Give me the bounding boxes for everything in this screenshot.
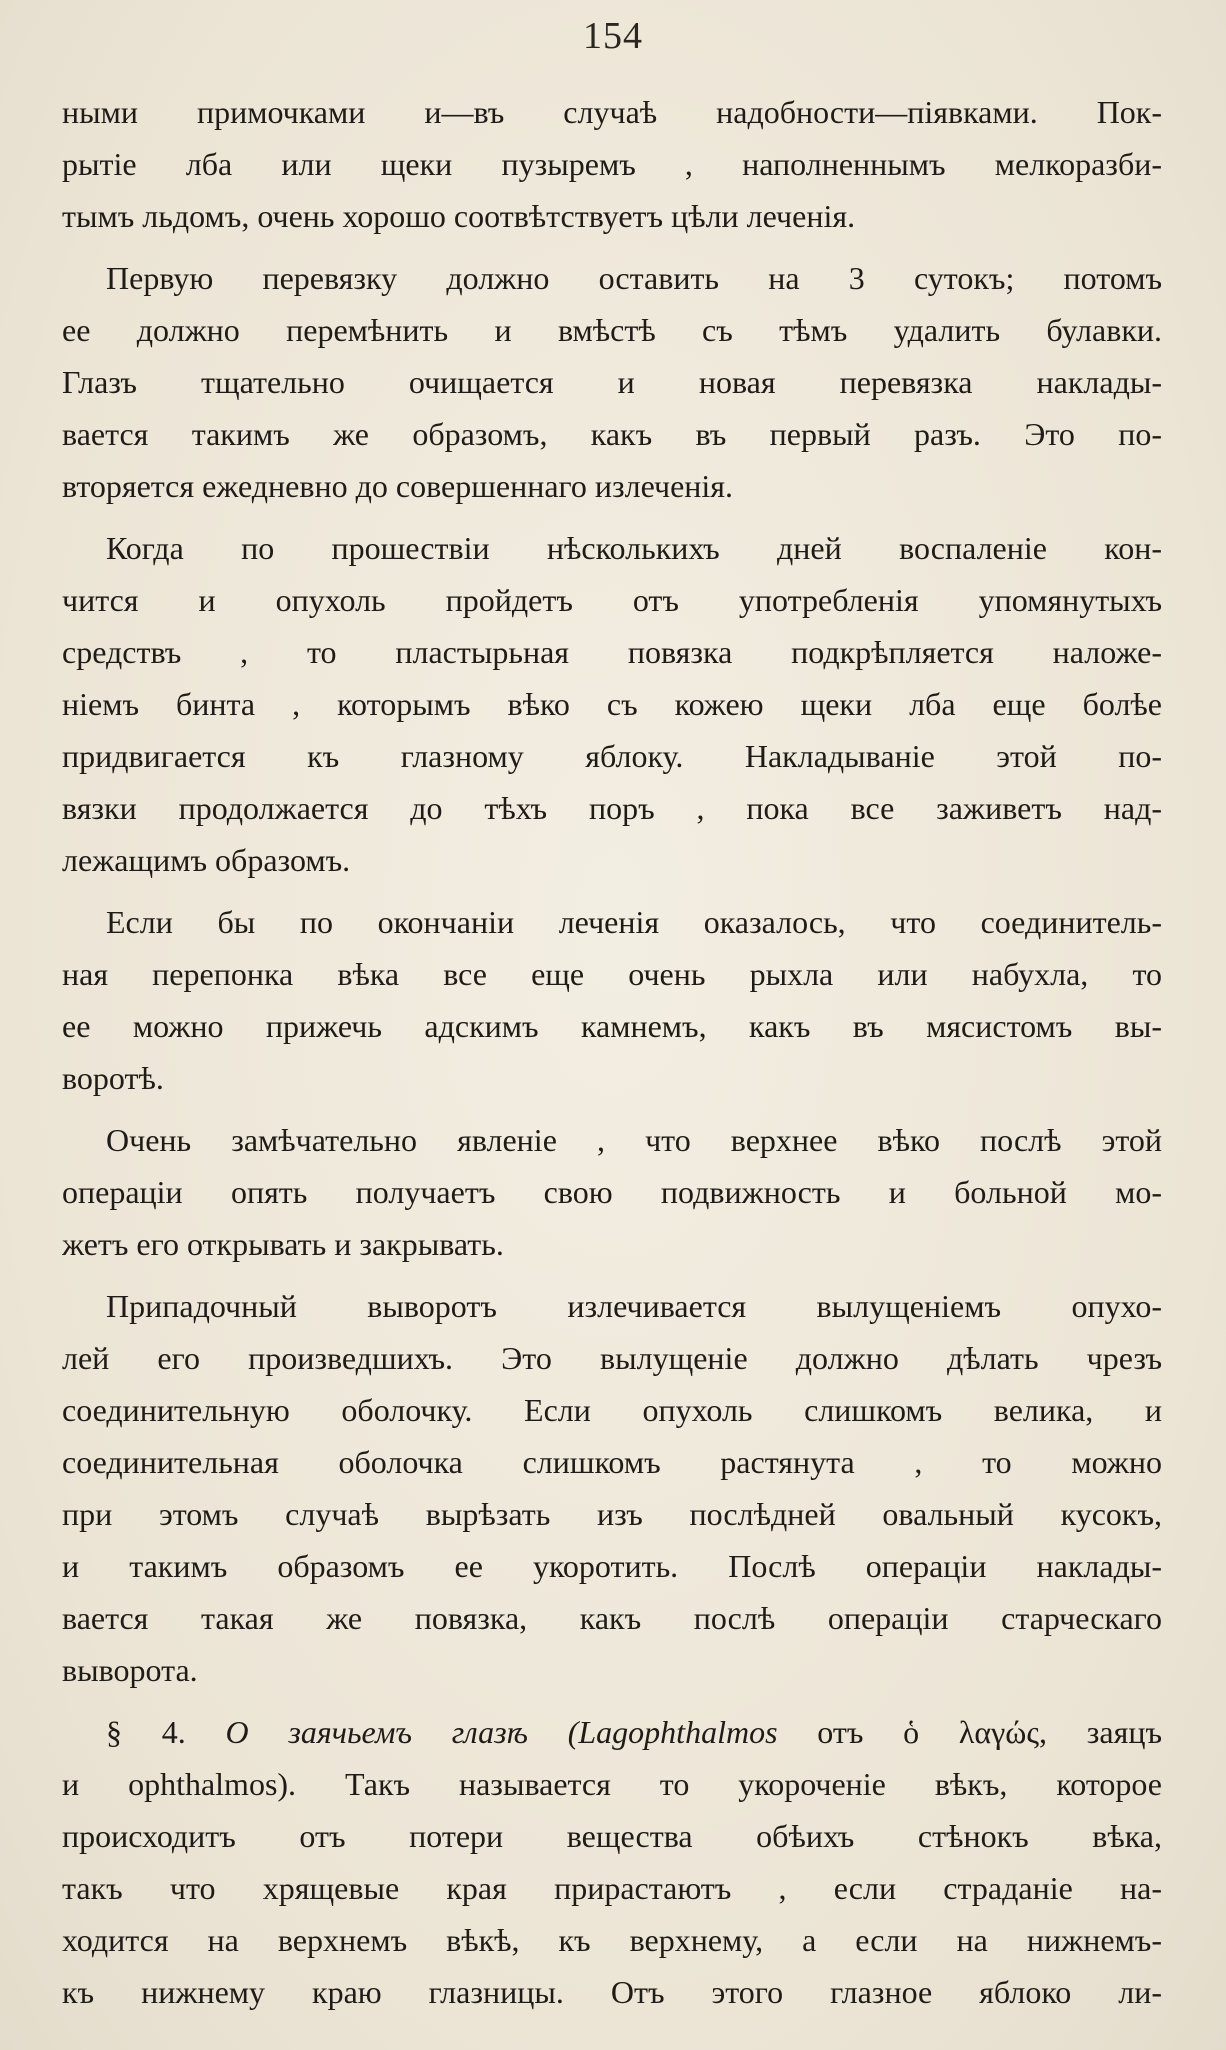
section-heading-line <box>62 1706 1162 1758</box>
text-line: Очень замѣчательно явленіе , что верхнее вѣко послѣ этой <box>106 1122 1162 1158</box>
text-line: тымъ льдомъ, очень хорошо соотвѣтствуетъ цѣли леченія. <box>62 198 856 234</box>
text-line: операціи опять получаетъ свою подвижность и больной мо- <box>62 1174 1162 1210</box>
text-line: лежащимъ образомъ. <box>62 842 351 878</box>
paragraph <box>62 1280 1162 1696</box>
text-line: къ нижнему краю глазницы. Отъ этого глазное яблоко ли- <box>62 1974 1162 2010</box>
paragraph <box>62 896 1162 1104</box>
section-paragraph <box>62 1706 1162 2018</box>
text-line: Первую перевязку должно оставить на 3 сутокъ; потомъ <box>106 260 1162 296</box>
text-line: соединительную оболочку. Если опухоль слишкомъ велика, и <box>62 1392 1162 1428</box>
text-line: придвигается къ глазному яблоку. Накладываніе этой по- <box>62 738 1162 774</box>
text-line: соединительная оболочка слишкомъ растянута , то можно <box>62 1444 1162 1480</box>
text-line: Если бы по окончаніи леченія оказалось, что соединитель- <box>106 904 1162 940</box>
text-line: такъ что хрящевые края прирастаютъ , если страданіе на- <box>62 1870 1162 1906</box>
text-line: лей его произведшихъ. Это вылущеніе должно дѣлать чрезъ <box>62 1340 1162 1376</box>
section-number: § 4. <box>106 1714 186 1750</box>
text-line: Когда по прошествіи нѣсколькихъ дней воспаленіе кон- <box>106 530 1162 566</box>
section-line-rest: отъ ὁ λαγώς, заяцъ <box>817 1714 1162 1750</box>
paragraph <box>62 1114 1162 1270</box>
text-line: происходитъ отъ потери вещества обѣихъ стѣнокъ вѣка, <box>62 1818 1162 1854</box>
paragraph <box>62 522 1162 886</box>
paragraph <box>62 252 1162 512</box>
text-line: Припадочный выворотъ излечивается вылущеніемъ опухо- <box>106 1288 1162 1324</box>
text-line: при этомъ случаѣ вырѣзать изъ послѣдней овальный кусокъ, <box>62 1496 1162 1532</box>
text-line: ее можно прижечь адскимъ камнемъ, какъ въ мясистомъ вы- <box>62 1008 1162 1044</box>
text-line: ными примочками и—въ случаѣ надобности—піявками. Пок- <box>62 94 1162 130</box>
text-line: воротѣ. <box>62 1060 164 1096</box>
latin-term: (Lagophthalmos <box>567 1714 778 1750</box>
text-line: выворота. <box>62 1652 198 1688</box>
text-line: вязки продолжается до тѣхъ поръ , пока все заживетъ над- <box>62 790 1162 826</box>
text-line: вается такимъ же образомъ, какъ въ первый разъ. Это по- <box>62 416 1162 452</box>
text-line: вторяется ежедневно до совершеннаго излеченія. <box>62 468 734 504</box>
text-line: и такимъ образомъ ее укоротить. Послѣ операціи наклады- <box>62 1548 1162 1584</box>
body-text <box>62 86 1162 2028</box>
page-number: 154 <box>583 15 643 57</box>
paragraph <box>62 86 1162 242</box>
text-line: и ophthalmos). Такъ называется то укороченіе вѣкъ, которое <box>62 1766 1162 1802</box>
text-line: ходится на верхнемъ вѣкѣ, къ верхнему, а если на нижнемъ- <box>62 1922 1162 1958</box>
text-line: ніемъ бинта , которымъ вѣко съ кожею щеки лба еще болѣе <box>62 686 1162 722</box>
text-line: рытіе лба или щеки пузыремъ , наполненнымъ мелкоразби- <box>62 146 1162 182</box>
section-title: О заячьемъ глазѣ <box>225 1714 528 1750</box>
text-line: ее должно перемѣнить и вмѣстѣ съ тѣмъ удалить булавки. <box>62 312 1162 348</box>
text-line: чится и опухоль пройдетъ отъ употребленія упомянутыхъ <box>62 582 1162 618</box>
text-line: Глазъ тщательно очищается и новая перевязка наклады- <box>62 364 1162 400</box>
text-line: средствъ , то пластырьная повязка подкрѣпляется наложе- <box>62 634 1162 670</box>
text-line: ная перепонка вѣка все еще очень рыхла или набухла, то <box>62 956 1162 992</box>
text-line: вается такая же повязка, какъ послѣ операціи старческаго <box>62 1600 1162 1636</box>
text-line: жетъ его открывать и закрывать. <box>62 1226 504 1262</box>
